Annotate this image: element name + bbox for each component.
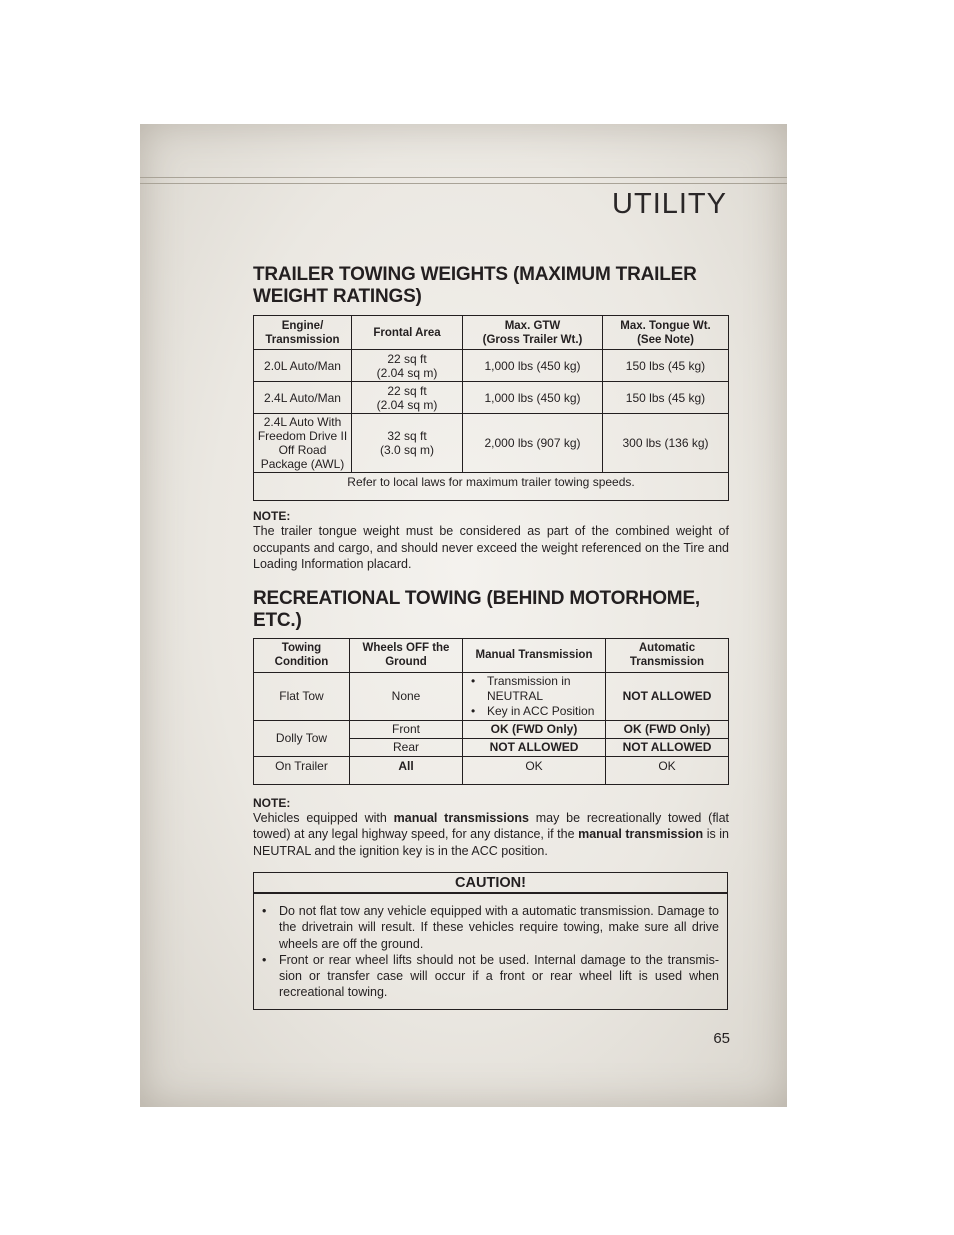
recreational-towing-heading: RECREATIONAL TOWING (BEHIND MOTORHOME, ETC.) — [253, 587, 700, 631]
header-automatic-transmission — [606, 638, 729, 672]
header-towing-condition-line2: Condition — [274, 656, 329, 668]
header-max-gtw-line2: (Gross Trailer Wt.) — [482, 333, 583, 346]
tongue-cell: 300 lbs (136 kg) — [603, 414, 729, 473]
section-header: UTILITY — [612, 188, 727, 220]
automatic-cell: NOT ALLOWED — [606, 738, 729, 756]
gtw-cell: 1,000 lbs (450 kg) — [463, 350, 603, 382]
header-manual-transmission — [463, 638, 606, 672]
page-number: 65 — [713, 1030, 730, 1047]
area-cell — [352, 414, 463, 473]
engine-text: Freedom Drive II — [257, 429, 348, 443]
header-engine — [254, 316, 352, 350]
table-header-row — [254, 316, 729, 350]
header-engine-line2: Transmission — [265, 333, 340, 346]
manual-cell — [463, 672, 606, 720]
list-item: • Front or rear wheel lifts should not be used. Internal damage to the transmis-sion or transfer case will occur if a front or rear wheel lift is used when recreational towing. — [279, 952, 719, 1001]
wheels-cell: None — [350, 672, 463, 720]
header-frontal-area-line1: Frontal Area — [373, 326, 441, 339]
header-wheels-off — [350, 638, 463, 672]
engine-text: 2.0L Auto/Man — [264, 358, 341, 373]
manual-cell: OK (FWD Only) — [463, 720, 606, 738]
header-frontal-area — [352, 316, 463, 350]
note-label: NOTE: — [253, 795, 291, 810]
note-text-part: is in NEUTRAL and the ignition key is in the ACC position. — [253, 827, 729, 858]
note-text-part: may be recreationally towed (flat towed) at any legal highway speed, for any distance, if the — [253, 810, 729, 841]
automatic-cell: OK (FWD Only) — [606, 720, 729, 738]
note-text — [253, 810, 729, 860]
automatic-cell: NOT ALLOWED — [606, 672, 729, 720]
engine-text: Off Road — [278, 443, 327, 457]
area-metric-text: (2.04 sq m) — [376, 397, 438, 412]
table-row — [254, 672, 729, 720]
engine-text: Package (AWL) — [260, 457, 345, 471]
manual-page — [140, 124, 787, 1107]
table-footer-note: Refer to local laws for maximum trailer towing speeds. — [254, 473, 729, 501]
recreational-towing-table — [253, 638, 729, 785]
table-row — [254, 350, 729, 382]
manual-cell: OK — [463, 756, 606, 784]
header-max-tongue-line2: (See Note) — [637, 333, 694, 346]
header-manual-transmission-line1: Manual Transmission — [475, 649, 593, 661]
wheels-cell: Front — [350, 720, 463, 738]
list-item: • Key in ACC Position — [487, 704, 601, 719]
trailer-weights-heading: TRAILER TOWING WEIGHTS (MAXIMUM TRAILER WEIGHT RATINGS) — [253, 264, 697, 307]
list-item: • Do not flat tow any vehicle equipped with a automatic transmission. Damage to the drivetrain will result. If these vehicles require towing, make sure all drive wheels are off the ground. — [279, 903, 719, 952]
tongue-cell: 150 lbs (45 kg) — [603, 382, 729, 414]
condition-cell: Dolly Tow — [254, 720, 350, 756]
manual-bullet-list — [467, 674, 601, 719]
header-towing-condition — [254, 638, 350, 672]
caution-list — [262, 903, 719, 1001]
list-item: • Transmission in NEUTRAL — [487, 674, 601, 704]
header-rule-bottom — [140, 183, 787, 184]
area-cell — [352, 382, 463, 414]
table-header-row — [254, 638, 729, 672]
header-automatic-transmission-line2: Transmission — [629, 656, 705, 668]
condition-cell: On Trailer — [254, 756, 350, 784]
gtw-cell: 1,000 lbs (450 kg) — [463, 382, 603, 414]
manual-cell: NOT ALLOWED — [463, 738, 606, 756]
condition-cell: Flat Tow — [254, 672, 350, 720]
page-content — [253, 264, 729, 1010]
note-text: The trailer tongue weight must be considered as part of the combined weight of occupants and cargo, and should never exceed the weight referenced on the Tire and Loading Information placard. — [253, 524, 729, 571]
table-row — [254, 756, 729, 784]
note-text-part: Vehicles equipped with — [253, 810, 394, 825]
caution-title: CAUTION! — [254, 873, 727, 894]
header-max-gtw-line1: Max. GTW — [504, 319, 561, 332]
area-metric-text: (3.0 sq m) — [379, 443, 434, 457]
engine-cell — [254, 350, 352, 382]
header-rule-top — [140, 177, 787, 178]
caution-box — [253, 872, 728, 1010]
gtw-cell: 2,000 lbs (907 kg) — [463, 414, 603, 473]
header-towing-condition-line1: Towing — [281, 642, 322, 654]
engine-text: 2.4L Auto/Man — [264, 390, 341, 405]
table-row — [254, 382, 729, 414]
note-text-emphasis: manual transmission — [578, 827, 704, 841]
wheels-cell: Rear — [350, 738, 463, 756]
table-footer-row — [254, 473, 729, 501]
table-row — [254, 720, 729, 738]
header-wheels-off-line1: Wheels OFF the — [362, 642, 450, 654]
wheels-cell: All — [350, 756, 463, 784]
recreational-note — [253, 796, 729, 860]
caution-body — [254, 894, 727, 1009]
note-label: NOTE: — [253, 509, 291, 523]
area-text: 22 sq ft — [387, 351, 427, 366]
table-row — [254, 414, 729, 473]
area-cell — [352, 350, 463, 382]
trailer-weights-table — [253, 315, 729, 501]
engine-cell — [254, 414, 352, 473]
header-max-gtw — [463, 316, 603, 350]
area-text: 32 sq ft — [387, 429, 427, 443]
header-max-tongue — [603, 316, 729, 350]
engine-cell — [254, 382, 352, 414]
tongue-cell: 150 lbs (45 kg) — [603, 350, 729, 382]
header-automatic-transmission-line1: Automatic — [638, 642, 696, 654]
area-metric-text: (2.04 sq m) — [376, 365, 438, 380]
trailer-note — [253, 509, 729, 573]
automatic-cell: OK — [606, 756, 729, 784]
note-text-emphasis: manual transmissions — [393, 810, 529, 825]
header-wheels-off-line2: Ground — [385, 656, 427, 668]
engine-text: 2.4L Auto With — [263, 415, 342, 429]
header-max-tongue-line1: Max. Tongue Wt. — [620, 319, 711, 332]
header-engine-line1: Engine/ — [281, 319, 324, 332]
area-text: 22 sq ft — [387, 383, 427, 398]
